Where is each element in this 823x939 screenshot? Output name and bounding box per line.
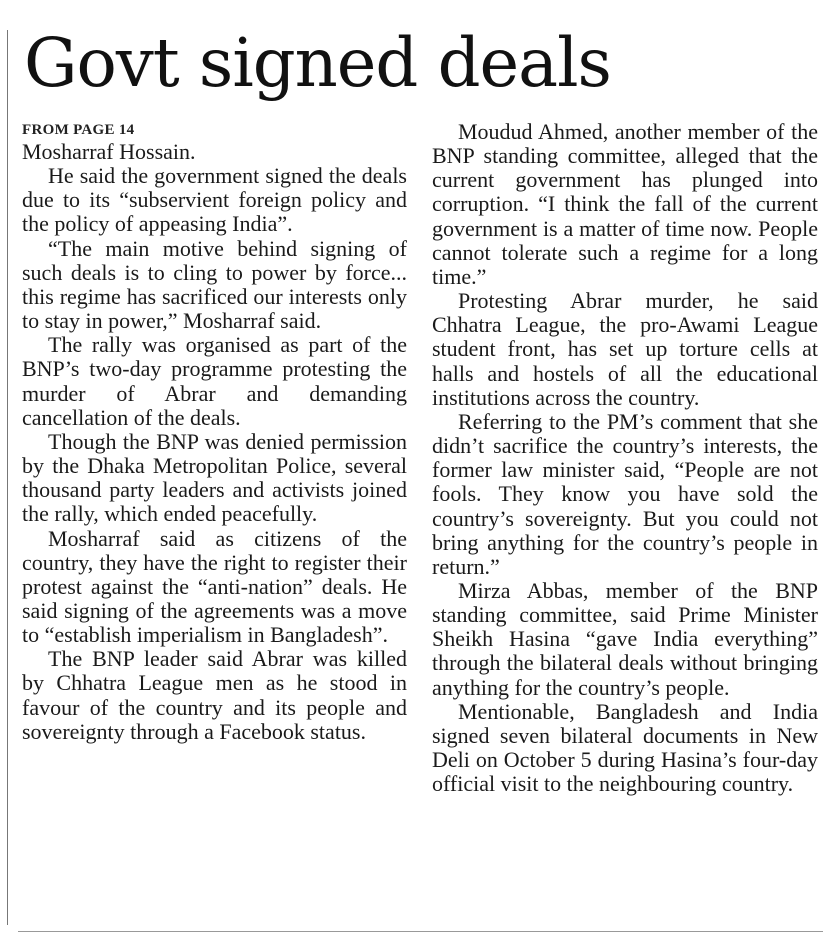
paragraph: The BNP leader said Abrar was killed by Chhatra League men as he stood in favour of the country and its people and sovereignty through a Facebook status. xyxy=(22,646,407,744)
column-rule-left xyxy=(7,30,8,925)
bottom-rule xyxy=(18,931,823,932)
headline: Govt signed deals xyxy=(24,24,611,102)
article-column-left xyxy=(22,120,407,744)
paragraph: Moudud Ahmed, another member of the BNP standing committee, alleged that the current government has plunged into corruption. “I think the fall of the current government is a matter of time now. People cannot tolerate such a regime for a long time.” xyxy=(432,119,818,289)
paragraph: Mirza Abbas, member of the BNP standing committee, said Prime Minister Sheikh Hasina “gave India everything” through the bilateral deals without bringing anything for the country’s people. xyxy=(432,577,818,700)
paragraph: Protesting Abrar murder, he said Chhatra League, the pro-Awami League student front, has set up torture cells at halls and hostels of all the educational institutions across the country. xyxy=(432,288,818,410)
paragraph: Mentionable, Bangladesh and India signed seven bilateral documents in New Deli on October 5 during Hasina’s four-day official visit to the neighbouring country. xyxy=(432,698,818,797)
jump-line: FROM PAGE 14 xyxy=(22,122,135,138)
article-column-right xyxy=(432,120,818,796)
paragraph: The rally was organised as part of the BNP’s two-day programme protesting the murder of Abrar and demanding cancellation of the deals. xyxy=(22,332,407,430)
paragraph: Mosharraf Hossain. xyxy=(22,139,196,164)
paragraph: Though the BNP was denied permission by the Dhaka Metropolitan Police, several thousand party leaders and activists joined the rally, which ended peacefully. xyxy=(22,428,407,527)
paragraph: Mosharraf said as citizens of the country, they have the right to register their protest against the “anti-nation” deals. He said signing of the agreements was a move to “establish imperialism in Bangladesh”. xyxy=(22,525,407,648)
paragraph: Referring to the PM’s comment that she didn’t sacrifice the country’s interests, the former law minister said, “People are not fools. They know you have sold the country’s sovereignty. But you could not bring anything for the country’s people in return.” xyxy=(432,408,818,579)
paragraph: He said the government signed the deals due to its “subservient foreign policy and the policy of appeasing India”. xyxy=(22,163,407,237)
paragraph: “The main motive behind signing of such deals is to cling to power by force... this regime has sacrificed our interests only to stay in power,” Mosharraf said. xyxy=(22,235,407,334)
